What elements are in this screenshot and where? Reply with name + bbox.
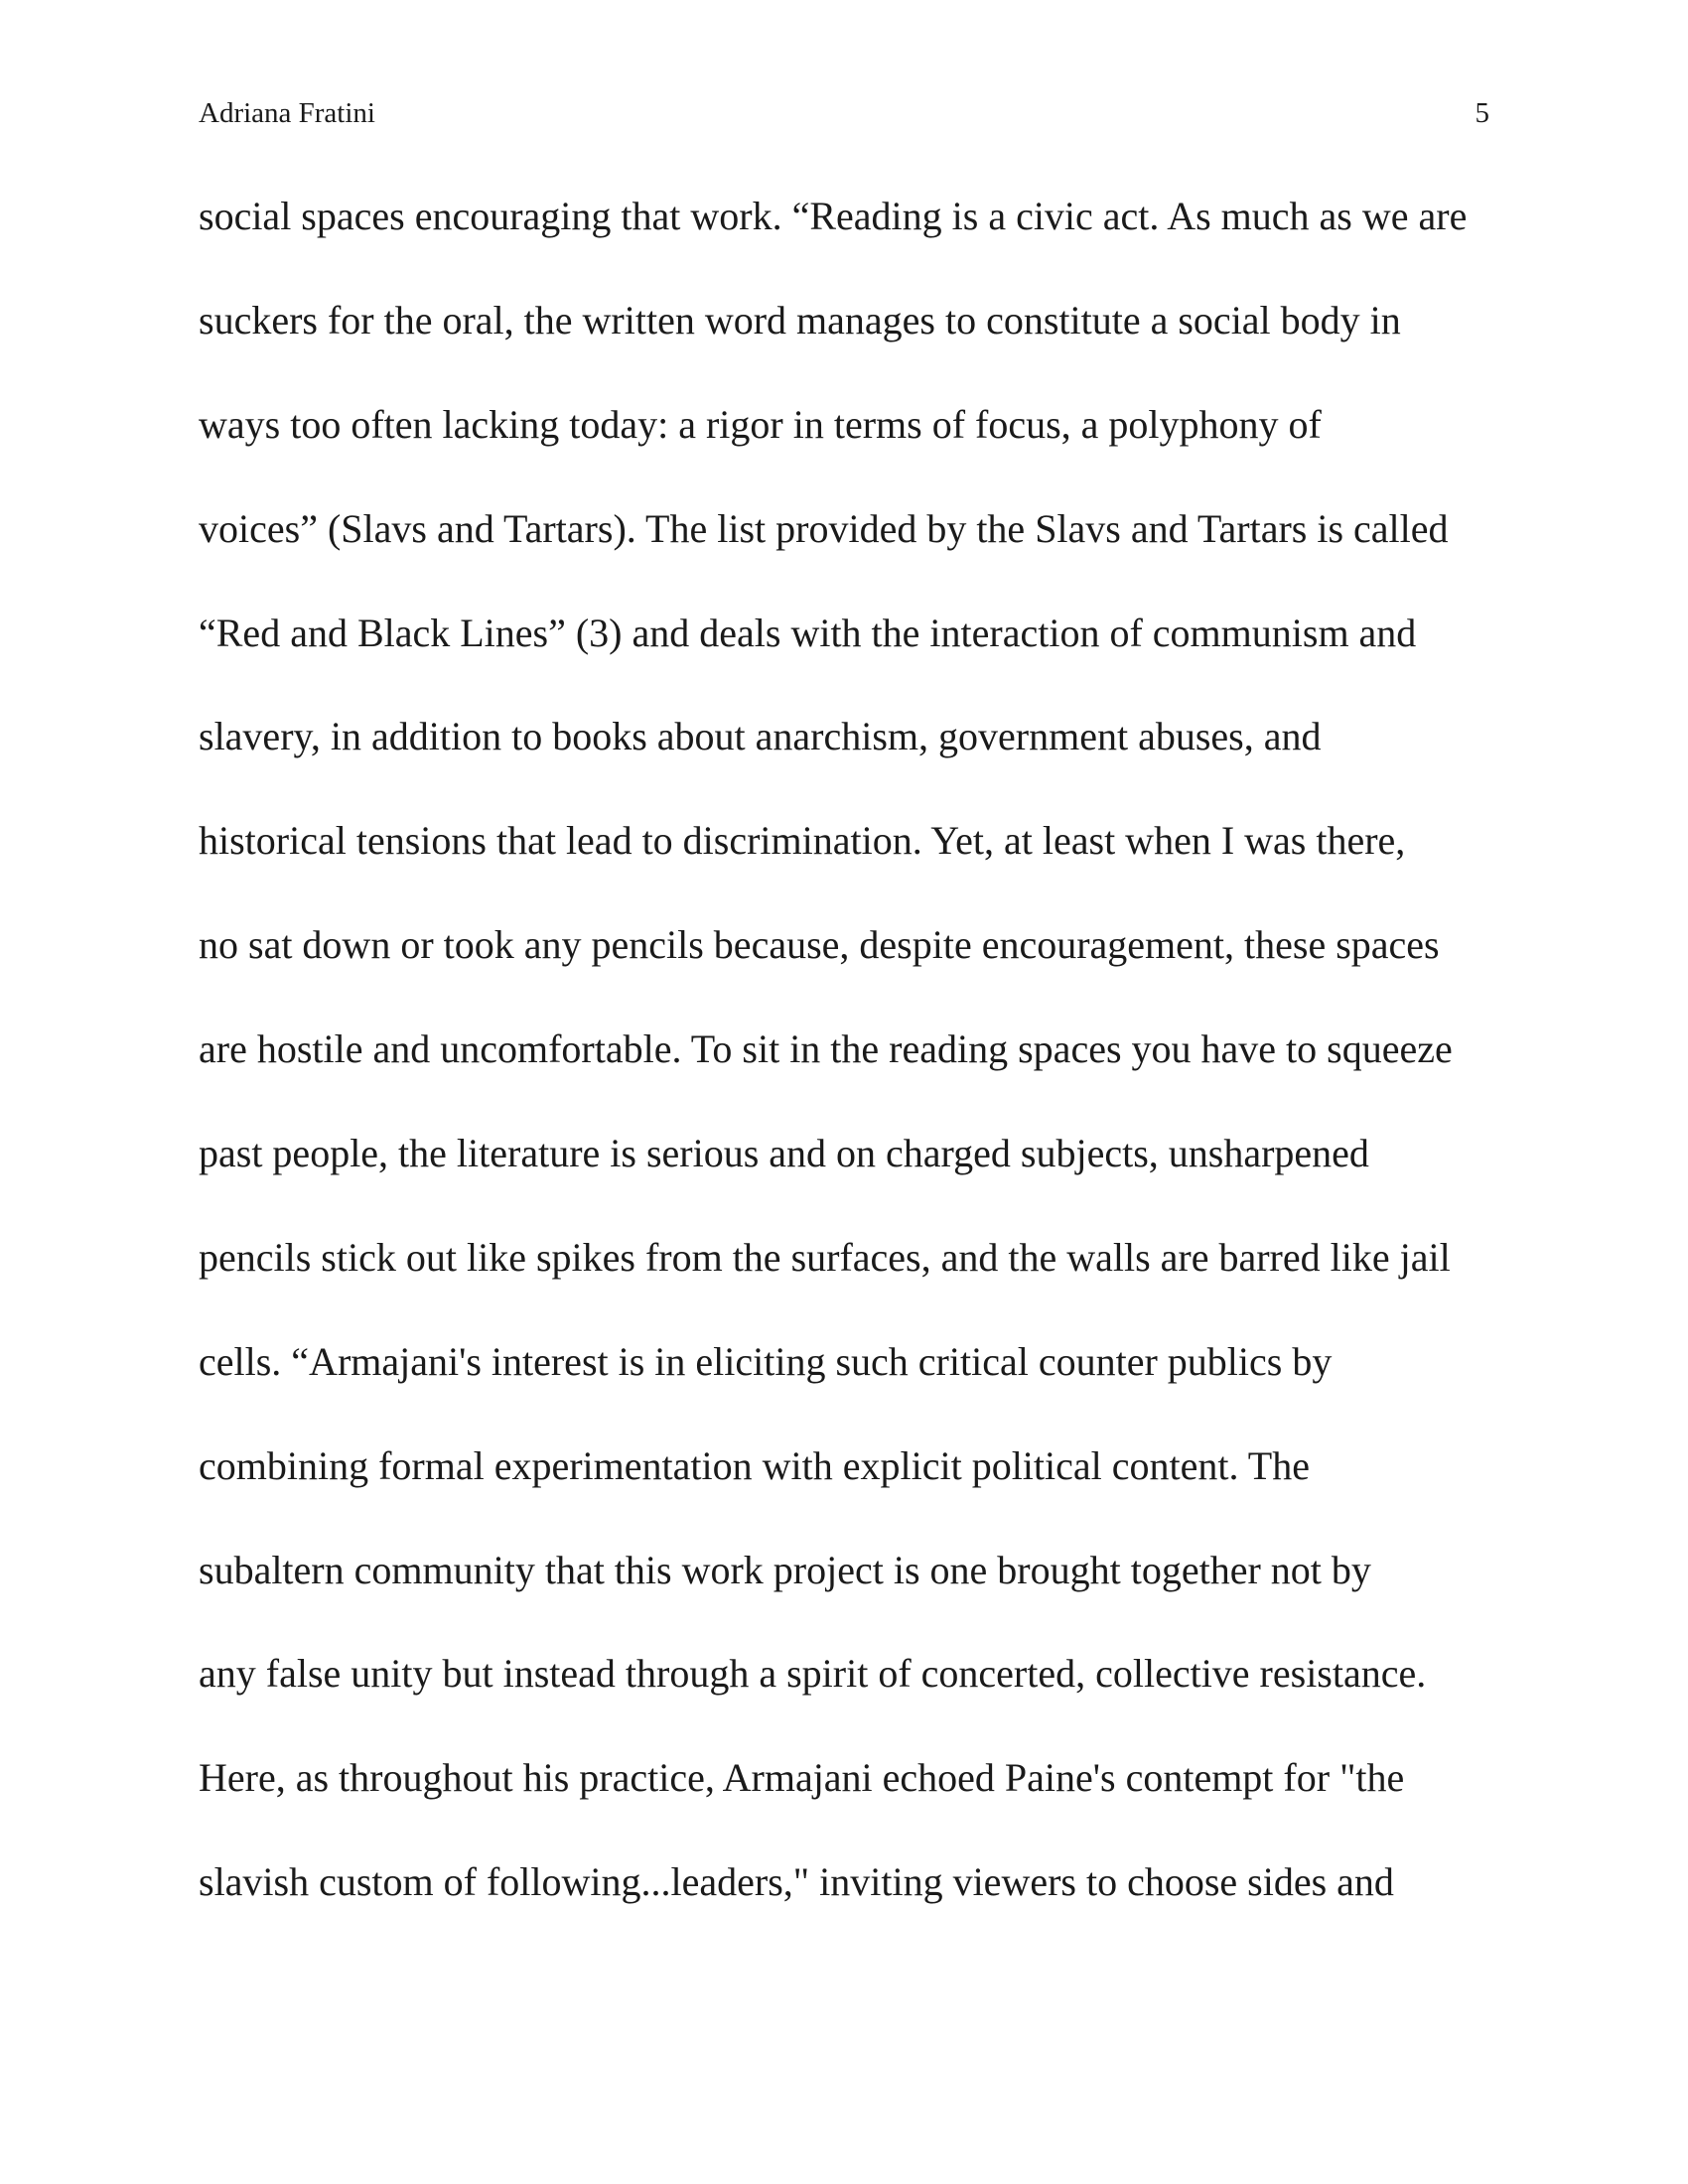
text-line-6: slavery, in addition to books about anarchism, government abuses, and [199,714,1322,759]
header-author-name: Adriana Fratini [199,97,375,129]
text-line-4: voices” (Slavs and Tartars). The list provided by the Slavs and Tartars is called [199,505,1449,551]
text-line-9: are hostile and uncomfortable. To sit in the reading spaces you have to squeeze [199,1026,1453,1072]
text-line-12: cells. “Armajani's interest is in eliciting such critical counter publics by [199,1338,1333,1384]
text-line-13: combining formal experimentation with explicit political content. The [199,1442,1310,1488]
text-line-16: Here, as throughout his practice, Armajani echoed Paine's contempt for "the [199,1755,1405,1801]
body-text [199,191,1509,1961]
text-line-5: “Red and Black Lines” (3) and deals with the interaction of communism and [199,610,1417,655]
text-line-11: pencils stick out like spikes from the surfaces, and the walls are barred like jail [199,1234,1451,1280]
text-line-10: past people, the literature is serious and on charged subjects, unsharpened [199,1131,1369,1176]
text-line-15: any false unity but instead through a spirit of concerted, collective resistance. [199,1651,1427,1697]
text-line-14: subaltern community that this work project is one brought together not by [199,1547,1371,1592]
text-line-3: ways too often lacking today: a rigor in terms of focus, a polyphony of [199,401,1322,447]
text-line-2: suckers for the oral, the written word manages to constitute a social body in [199,297,1401,342]
text-line-17: slavish custom of following...leaders," inviting viewers to choose sides and [199,1859,1394,1905]
header-page-number: 5 [1475,97,1489,129]
text-line-1: social spaces encouraging that work. “Reading is a civic act. As much as we are [199,194,1468,238]
text-line-7: historical tensions that lead to discrimination. Yet, at least when I was there, [199,818,1406,864]
text-line-8: no sat down or took any pencils because, despite encouragement, these spaces [199,922,1440,968]
